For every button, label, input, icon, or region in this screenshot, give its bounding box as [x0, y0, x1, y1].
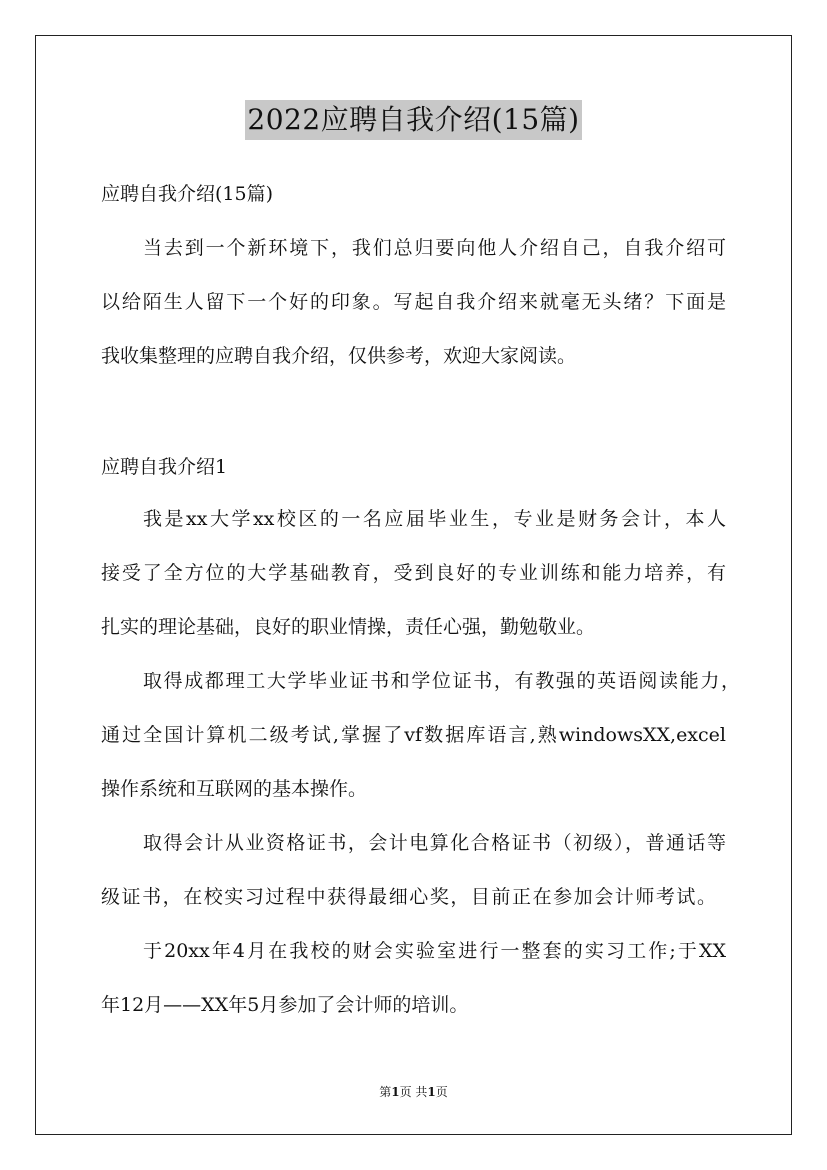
paragraph-line: 扎实的理论基础，良好的职业情操，责任心强，勤勉敬业。	[101, 616, 596, 638]
document-title: 2022应聘自我介绍(15篇)	[245, 100, 581, 140]
paragraph-line: 取得会计从业资格证书，会计电算化合格证书（初级），普通话等	[143, 832, 726, 854]
document-subtitle: 应聘自我介绍(15篇)	[101, 183, 274, 205]
footer-page-total: 1	[427, 1085, 436, 1099]
footer-label: 页	[435, 1085, 448, 1099]
paragraph-line: 操作系统和互联网的基本操作。	[101, 778, 368, 800]
section-heading: 应聘自我介绍1	[101, 456, 228, 478]
intro-line: 我收集整理的应聘自我介绍，仅供参考，欢迎大家阅读。	[101, 345, 577, 367]
title-wrap	[0, 100, 827, 140]
footer-label: 第	[379, 1085, 392, 1099]
paragraph-line: 接受了全方位的大学基础教育，受到良好的专业训练和能力培养，有	[101, 562, 726, 584]
paragraph-line: 我是xx大学xx校区的一名应届毕业生，专业是财务会计，本人	[143, 508, 726, 530]
paragraph-line: 级证书，在校实习过程中获得最细心奖，目前正在参加会计师考试。	[101, 886, 716, 908]
footer-label: 页 共	[399, 1085, 428, 1099]
footer-page-number: 1	[391, 1085, 400, 1099]
intro-line: 以给陌生人留下一个好的印象。写起自我介绍来就毫无头绪？下面是	[101, 291, 726, 313]
intro-line: 当去到一个新环境下，我们总归要向他人介绍自己，自我介绍可	[143, 237, 726, 259]
paragraph-line: 年12月——XX年5月参加了会计师的培训。	[101, 994, 469, 1016]
paragraph-line: 取得成都理工大学毕业证书和学位证书，有教强的英语阅读能力，	[143, 670, 740, 692]
paragraph-line: 于20xx年4月在我校的财会实验室进行一整套的实习工作;于XX	[143, 940, 726, 962]
paragraph-line: 通过全国计算机二级考试,掌握了vf数据库语言,熟windowsXX,excel	[101, 724, 726, 746]
page-footer	[0, 1083, 827, 1100]
